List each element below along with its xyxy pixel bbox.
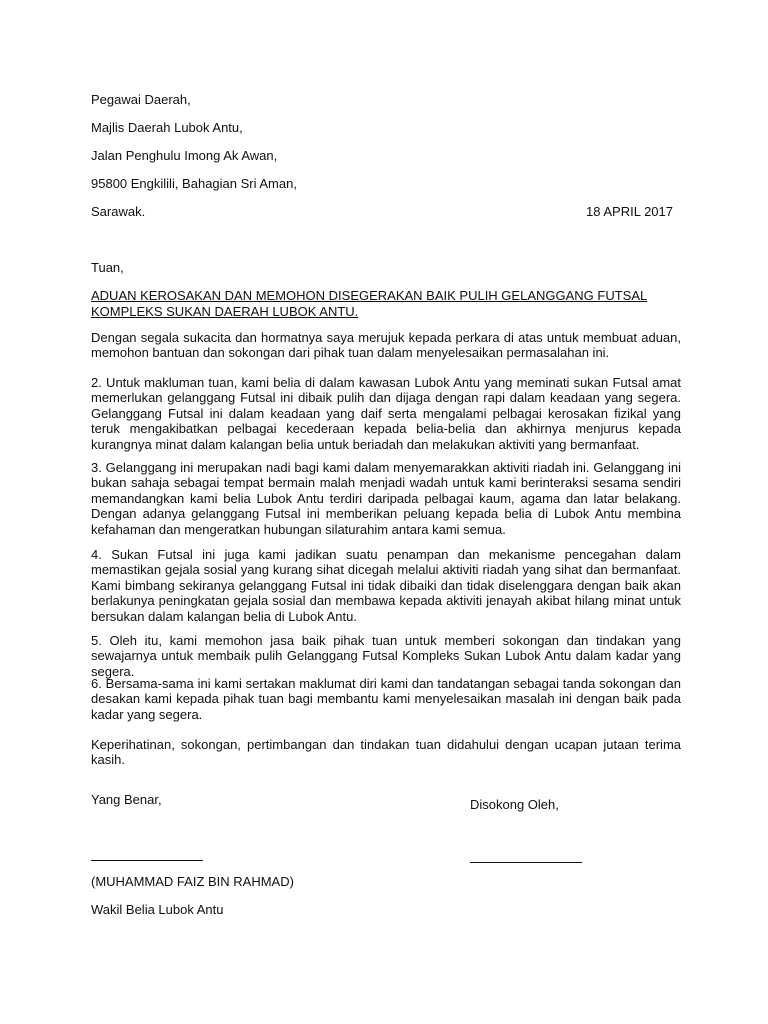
closing-left: Yang Benar, bbox=[91, 792, 162, 807]
signature-line-left bbox=[91, 860, 203, 861]
signature-line-right bbox=[470, 862, 582, 863]
paragraph-5: 5. Oleh itu, kami memohon jasa baik pihak tuan untuk memberi sokongan dan tindakan yang sewajarnya untuk membaik pulih Gelanggang Futsal Kompleks Sukan Lubok Antu dalam kadar yang segera. bbox=[91, 633, 681, 679]
paragraph-1: Dengan segala sukacita dan hormatnya saya merujuk kepada perkara di atas untuk membuat aduan, memohon bantuan dan sokongan dari pihak tuan dalam menyelesaikan permasalahan ini. bbox=[91, 330, 681, 361]
salutation: Tuan, bbox=[91, 260, 124, 275]
paragraph-7: Keperihatinan, sokongan, pertimbangan dan tindakan tuan didahului dengan ucapan jutaan terima kasih. bbox=[91, 737, 681, 768]
recipient-line-2: Majlis Daerah Lubok Antu, bbox=[91, 120, 243, 135]
paragraph-6: 6. Bersama-sama ini kami sertakan maklumat diri kami dan tandatangan sebagai tanda sokongan dan desakan kami kepada pihak tuan bagi membantu kami menyelesaikan masalah ini dengan baik pada kadar yang segera. bbox=[91, 676, 681, 722]
recipient-line-5: Sarawak. bbox=[91, 204, 146, 219]
letter-date: 18 APRIL 2017 bbox=[586, 204, 673, 219]
paragraph-4: 4. Sukan Futsal ini juga kami jadikan suatu penampan dan mekanisme pencegahan dalam memastikan gejala sosial yang kurang sihat dicegah melalui aktiviti riadah yang sihat dan bermanfaat. Kami bimbang sekiranya gelanggang Futsal ini tidak dibaiki dan tidak diselenggara dengan baik akan berlakunya peningkatan gejala sosial dan membawa kepada aktiviti jenayah akibat hilang minat untuk bersukan dalam kalangan belia di Lubok Antu. bbox=[91, 547, 681, 624]
recipient-line-3: Jalan Penghulu Imong Ak Awan, bbox=[91, 148, 278, 163]
signer-name: (MUHAMMAD FAIZ BIN RAHMAD) bbox=[91, 874, 294, 889]
paragraph-3: 3. Gelanggang ini merupakan nadi bagi kami dalam menyemarakkan aktiviti riadah ini. Gelanggang ini bukan sahaja sebagai tempat bermain malah menjadi wadah untuk kami berinteraksi sesama sendiri memandangkan kami belia Lubok Antu terdiri daripada pelbagai kaum, agama dan latar belakang. Dengan adanya gelanggang Futsal ini memberikan peluang kepada belia di Lubok Antu membina kefahaman dan mengeratkan hubungan silaturahim antara kami semua. bbox=[91, 460, 681, 537]
closing-right: Disokong Oleh, bbox=[470, 797, 559, 812]
recipient-line-1: Pegawai Daerah, bbox=[91, 92, 191, 107]
signer-title: Wakil Belia Lubok Antu bbox=[91, 902, 224, 917]
paragraph-2: 2. Untuk makluman tuan, kami belia di dalam kawasan Lubok Antu yang meminati sukan Futsal amat memerlukan gelanggang Futsal ini dibaik pulih dan dijaga dengan rapi dalam keadaan yang segera. Gelanggang Futsal ini dalam keadaan yang daif serta mengalami pelbagai kerosakan fizikal yang teruk mengakibatkan pelbagai kecederaan kepada belia-belia dan akhirnya menjurus kepada kurangnya minat dalam kalangan belia untuk beriadah dan melakukan aktiviti yang bermanfaat. bbox=[91, 375, 681, 452]
letter-subject: ADUAN KEROSAKAN DAN MEMOHON DISEGERAKAN BAIK PULIH GELANGGANG FUTSAL KOMPLEKS SUKAN DAERAH LUBOK ANTU. bbox=[91, 288, 648, 319]
recipient-line-4: 95800 Engkilili, Bahagian Sri Aman, bbox=[91, 176, 297, 191]
